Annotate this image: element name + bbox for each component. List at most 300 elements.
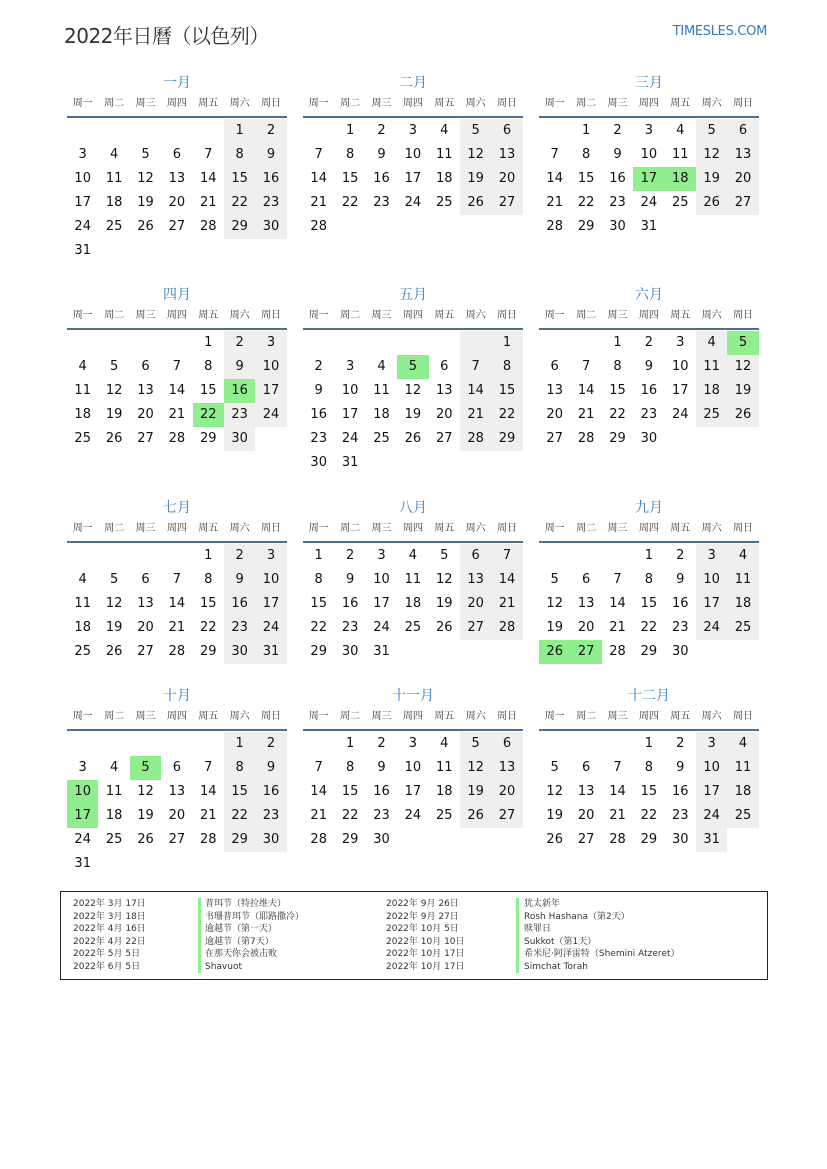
weekday-label: 周四	[638, 711, 659, 722]
weekday-label: 周四	[638, 523, 659, 534]
weekday-label: 周五	[198, 310, 219, 321]
weekday-label: 周三	[371, 310, 392, 321]
empty-cell	[130, 852, 161, 876]
day-cell: 4	[440, 736, 449, 751]
day-cell: 11	[435, 147, 453, 162]
empty-cell	[696, 215, 727, 239]
day-cell: 11	[74, 383, 91, 398]
page-title: 2022年日曆（以色列）	[64, 24, 269, 48]
day-cell: 18	[727, 592, 758, 616]
day-cell: 11	[404, 572, 422, 587]
day-cell: 22	[491, 403, 522, 427]
day-cell: 2	[314, 359, 323, 374]
weekday-label: 周六	[229, 523, 250, 534]
day-cell: 12	[460, 756, 491, 780]
empty-cell	[161, 852, 192, 876]
day-cell: 12	[696, 143, 727, 167]
empty-cell	[303, 732, 334, 756]
day-cell: 8	[613, 359, 622, 374]
day-cell: 30	[640, 431, 658, 446]
day-cell: 8	[224, 143, 255, 167]
day-cell: 16	[609, 171, 626, 186]
day-cell: 24	[341, 431, 359, 446]
day-cell: 17	[696, 780, 727, 804]
empty-cell	[602, 544, 633, 568]
day-cell: 24	[404, 808, 422, 823]
day-cell: 4	[727, 732, 758, 756]
weekday-label: 周六	[701, 711, 722, 722]
empty-cell	[397, 215, 428, 239]
empty-cell	[539, 331, 570, 355]
day-cell: 28	[168, 431, 186, 446]
day-cell: 21	[168, 407, 186, 422]
day-cell: 27	[435, 431, 453, 446]
weekday-label: 周二	[340, 523, 361, 534]
day-cell: 31	[74, 856, 91, 871]
day-cell: 15	[341, 784, 359, 799]
day-grid	[303, 331, 523, 475]
empty-cell	[255, 239, 286, 263]
day-cell: 24	[696, 616, 727, 640]
weekday-label: 周日	[733, 98, 754, 109]
day-cell: 10	[67, 780, 98, 804]
holiday-name: 普珥节（特拉维夫）	[205, 899, 287, 909]
day-cell: 12	[137, 171, 154, 186]
day-cell: 29	[640, 644, 658, 659]
day-cell: 16	[373, 171, 390, 186]
day-cell: 24	[373, 620, 390, 635]
day-cell: 5	[550, 572, 559, 587]
day-cell: 10	[404, 760, 422, 775]
day-cell: 18	[105, 195, 123, 210]
day-cell: 13	[460, 568, 491, 592]
weekday-label: 周六	[701, 523, 722, 534]
day-cell: 19	[404, 407, 422, 422]
day-cell: 21	[310, 195, 327, 210]
weekday-label: 周六	[229, 310, 250, 321]
day-cell: 6	[460, 544, 491, 568]
day-cell: 4	[696, 331, 727, 355]
day-cell: 15	[640, 596, 658, 611]
day-cell: 12	[105, 383, 123, 398]
day-grid	[67, 732, 287, 876]
weekday-label: 周一	[72, 310, 93, 321]
day-cell: 11	[727, 756, 758, 780]
day-cell: 21	[609, 620, 626, 635]
weekday-label: 周一	[72, 711, 93, 722]
empty-cell	[491, 215, 522, 239]
day-cell: 1	[345, 736, 355, 751]
holiday-name: 逾越节（第7天）	[205, 936, 274, 947]
weekday-label: 周二	[340, 711, 361, 722]
weekday-label: 周三	[135, 711, 156, 722]
empty-cell	[193, 119, 224, 143]
empty-cell	[67, 544, 98, 568]
weekday-label: 周二	[104, 711, 125, 722]
day-cell: 7	[314, 147, 323, 162]
day-cell: 1	[644, 736, 653, 751]
empty-cell	[193, 732, 224, 756]
empty-cell	[665, 427, 696, 451]
day-cell: 18	[74, 407, 91, 422]
day-cell: 10	[255, 355, 286, 379]
day-cell: 25	[435, 195, 453, 210]
month-2	[303, 72, 523, 239]
day-cell: 30	[609, 219, 626, 234]
day-cell: 29	[491, 427, 522, 451]
empty-cell	[193, 239, 224, 263]
day-cell: 16	[224, 592, 255, 616]
weekday-label: 周四	[166, 711, 187, 722]
day-cell: 29	[577, 219, 595, 234]
day-cell: 13	[727, 143, 758, 167]
day-cell: 23	[373, 195, 390, 210]
day-cell: 1	[581, 123, 591, 138]
day-cell: 13	[137, 596, 154, 611]
weekday-label: 周三	[371, 98, 392, 109]
empty-cell	[67, 331, 98, 355]
day-cell: 15	[199, 596, 217, 611]
day-cell: 18	[435, 784, 453, 799]
day-cell: 8	[204, 359, 213, 374]
holiday-date: 2022年 4月 22日	[73, 936, 146, 947]
day-cell: 10	[341, 383, 359, 398]
weekday-label: 周日	[261, 310, 282, 321]
weekday-label: 周一	[72, 523, 93, 534]
day-cell: 2	[676, 548, 685, 563]
day-cell: 27	[727, 191, 758, 215]
day-cell: 10	[373, 572, 390, 587]
empty-cell	[366, 215, 397, 239]
empty-cell	[539, 732, 570, 756]
day-cell: 13	[137, 383, 154, 398]
empty-cell	[98, 239, 129, 263]
empty-cell	[303, 331, 334, 355]
day-cell: 5	[109, 572, 119, 587]
day-cell: 25	[105, 219, 123, 234]
day-cell: 30	[224, 427, 255, 451]
day-cell: 17	[255, 592, 286, 616]
empty-cell	[193, 852, 224, 876]
day-cell: 30	[224, 640, 255, 664]
weekday-label: 周日	[733, 711, 754, 722]
weekday-label: 周六	[465, 310, 486, 321]
day-cell: 19	[137, 195, 154, 210]
weekday-label: 周三	[607, 711, 628, 722]
month-name: 八月	[399, 500, 427, 516]
day-cell: 19	[460, 167, 491, 191]
day-cell: 18	[404, 596, 422, 611]
day-cell: 11	[105, 171, 123, 186]
holiday-date: 2022年 9月 27日	[386, 911, 459, 922]
day-cell: 22	[341, 195, 359, 210]
day-cell: 28	[546, 219, 563, 234]
day-cell: 2	[613, 123, 622, 138]
day-cell: 3	[255, 331, 286, 355]
day-cell: 18	[435, 171, 453, 186]
month-name: 四月	[163, 287, 191, 303]
month-name: 七月	[163, 500, 191, 516]
weekday-label: 周三	[135, 310, 156, 321]
holiday-marker-left	[198, 898, 201, 973]
day-cell: 10	[671, 359, 689, 374]
day-cell: 27	[577, 832, 595, 847]
holiday-name: Shavuot	[205, 961, 242, 972]
day-grid	[539, 331, 759, 451]
weekday-label: 周五	[434, 98, 455, 109]
day-cell: 7	[460, 355, 491, 379]
weekday-header	[303, 707, 523, 731]
day-cell: 21	[491, 592, 522, 616]
weekday-label: 周日	[497, 310, 518, 321]
day-cell: 19	[137, 808, 154, 823]
day-cell: 22	[193, 403, 224, 427]
month-5	[303, 284, 523, 475]
weekday-label: 周二	[576, 523, 597, 534]
weekday-label: 周四	[402, 523, 423, 534]
weekday-label: 周三	[371, 711, 392, 722]
day-cell: 12	[546, 596, 563, 611]
day-cell: 22	[199, 620, 217, 635]
day-cell: 19	[435, 596, 453, 611]
day-cell: 25	[727, 804, 758, 828]
day-cell: 1	[613, 335, 622, 350]
day-cell: 5	[141, 147, 150, 162]
day-cell: 15	[310, 596, 327, 611]
day-cell: 24	[74, 832, 91, 847]
day-cell: 9	[345, 572, 355, 587]
weekday-label: 周日	[733, 310, 754, 321]
day-cell: 28	[609, 644, 626, 659]
day-cell: 16	[255, 167, 286, 191]
weekday-label: 周三	[607, 310, 628, 321]
empty-cell	[602, 732, 633, 756]
weekday-label: 周一	[544, 523, 565, 534]
day-cell: 15	[577, 171, 595, 186]
empty-cell	[727, 640, 758, 664]
day-cell: 9	[314, 383, 323, 398]
holiday-date: 2022年 6月 5日	[73, 961, 141, 972]
day-cell: 18	[696, 379, 727, 403]
day-cell: 3	[408, 123, 417, 138]
brand-link[interactable]: TIMESLES.COM	[672, 24, 767, 39]
day-cell: 11	[105, 784, 123, 799]
weekday-header	[67, 519, 287, 543]
weekday-label: 周日	[261, 523, 282, 534]
empty-cell	[130, 239, 161, 263]
day-cell: 9	[377, 760, 386, 775]
day-cell: 17	[67, 804, 98, 828]
weekday-label: 周二	[340, 98, 361, 109]
empty-cell	[727, 427, 758, 451]
month-9	[539, 497, 759, 664]
day-cell: 6	[440, 359, 449, 374]
empty-cell	[696, 640, 727, 664]
day-cell: 17	[404, 171, 422, 186]
empty-cell	[460, 828, 491, 852]
day-cell: 7	[204, 760, 213, 775]
day-cell: 7	[550, 147, 559, 162]
day-cell: 25	[74, 644, 91, 659]
day-cell: 7	[613, 572, 622, 587]
day-cell: 26	[435, 620, 453, 635]
empty-cell	[397, 451, 428, 475]
day-cell: 9	[644, 359, 653, 374]
month-name: 九月	[635, 500, 663, 516]
day-cell: 8	[204, 572, 213, 587]
day-cell: 6	[581, 760, 591, 775]
day-cell: 31	[696, 828, 727, 852]
holiday-list	[60, 891, 768, 980]
day-cell: 7	[613, 760, 622, 775]
empty-cell	[397, 828, 428, 852]
day-cell: 21	[546, 195, 563, 210]
day-cell: 3	[676, 335, 685, 350]
day-cell: 1	[644, 548, 653, 563]
day-cell: 14	[491, 568, 522, 592]
day-cell: 10	[255, 568, 286, 592]
day-cell: 13	[435, 383, 453, 398]
day-cell: 14	[199, 784, 217, 799]
empty-cell	[366, 331, 397, 355]
day-cell: 26	[404, 431, 422, 446]
weekday-label: 周日	[733, 523, 754, 534]
weekday-label: 周三	[135, 98, 156, 109]
day-cell: 12	[137, 784, 154, 799]
month-4	[67, 284, 287, 451]
day-grid	[303, 544, 523, 664]
day-cell: 3	[696, 732, 727, 756]
day-cell: 16	[373, 784, 390, 799]
day-cell: 17	[696, 592, 727, 616]
weekday-label: 周四	[638, 310, 659, 321]
empty-cell	[460, 215, 491, 239]
day-cell: 22	[609, 407, 626, 422]
day-cell: 9	[377, 147, 386, 162]
day-cell: 1	[204, 548, 213, 563]
day-cell: 1	[491, 331, 522, 355]
day-grid	[539, 732, 759, 852]
day-cell: 23	[671, 620, 689, 635]
empty-cell	[130, 732, 161, 756]
holiday-dates-left	[73, 898, 146, 974]
day-cell: 3	[644, 123, 653, 138]
day-cell: 29	[199, 644, 217, 659]
day-cell: 7	[204, 147, 213, 162]
day-cell: 25	[727, 616, 758, 640]
day-cell: 15	[341, 171, 359, 186]
day-cell: 9	[613, 147, 622, 162]
weekday-label: 周一	[308, 98, 329, 109]
weekday-label: 周三	[607, 98, 628, 109]
weekday-header	[539, 94, 759, 118]
day-cell: 26	[137, 832, 154, 847]
day-cell: 8	[224, 756, 255, 780]
day-grid	[539, 544, 759, 664]
day-cell: 28	[491, 616, 522, 640]
day-cell: 29	[640, 832, 658, 847]
empty-cell	[224, 239, 255, 263]
day-cell: 17	[404, 784, 422, 799]
day-cell: 6	[550, 359, 559, 374]
holiday-name: 赎罪日	[524, 924, 552, 935]
weekday-label: 周二	[576, 98, 597, 109]
day-cell: 3	[377, 548, 386, 563]
day-cell: 20	[577, 808, 595, 823]
empty-cell	[98, 331, 129, 355]
day-cell: 5	[130, 756, 161, 780]
day-cell: 14	[546, 171, 563, 186]
day-cell: 4	[109, 147, 119, 162]
day-cell: 21	[577, 407, 595, 422]
weekday-label: 周五	[670, 523, 691, 534]
weekday-label: 周六	[465, 98, 486, 109]
day-cell: 23	[224, 403, 255, 427]
weekday-label: 周二	[104, 523, 125, 534]
weekday-label: 周四	[402, 711, 423, 722]
day-cell: 18	[105, 808, 123, 823]
weekday-header	[539, 306, 759, 330]
day-cell: 24	[671, 407, 689, 422]
day-cell: 6	[491, 732, 522, 756]
day-cell: 21	[168, 620, 186, 635]
day-cell: 30	[255, 828, 286, 852]
weekday-label: 周一	[308, 310, 329, 321]
month-name: 一月	[163, 75, 191, 91]
day-cell: 9	[224, 568, 255, 592]
day-cell: 1	[345, 123, 355, 138]
day-cell: 11	[727, 568, 758, 592]
day-cell: 23	[255, 191, 286, 215]
empty-cell	[397, 331, 428, 355]
day-cell: 26	[105, 431, 123, 446]
day-cell: 20	[168, 808, 186, 823]
day-cell: 8	[644, 760, 653, 775]
weekday-header	[303, 306, 523, 330]
empty-cell	[429, 451, 460, 475]
day-cell: 23	[255, 804, 286, 828]
day-cell: 25	[696, 403, 727, 427]
day-cell: 22	[310, 620, 327, 635]
day-cell: 5	[460, 732, 491, 756]
day-cell: 20	[460, 592, 491, 616]
day-cell: 12	[404, 383, 422, 398]
day-cell: 2	[377, 123, 386, 138]
day-cell: 30	[671, 832, 689, 847]
day-cell: 26	[546, 832, 563, 847]
day-cell: 20	[546, 407, 563, 422]
day-cell: 21	[460, 403, 491, 427]
day-cell: 8	[345, 147, 355, 162]
empty-cell	[429, 640, 460, 664]
day-cell: 23	[224, 616, 255, 640]
day-cell: 14	[609, 784, 626, 799]
holiday-date: 2022年 9月 26日	[386, 899, 459, 909]
weekday-label: 周一	[544, 98, 565, 109]
day-cell: 26	[460, 804, 491, 828]
weekday-label: 周六	[229, 711, 250, 722]
day-cell: 24	[255, 616, 286, 640]
day-cell: 5	[696, 119, 727, 143]
weekday-header	[67, 94, 287, 118]
day-cell: 21	[310, 808, 327, 823]
day-cell: 26	[539, 640, 570, 664]
day-cell: 30	[255, 215, 286, 239]
day-cell: 6	[172, 147, 181, 162]
day-cell: 27	[570, 640, 601, 664]
day-cell: 18	[74, 620, 91, 635]
day-cell: 20	[577, 620, 595, 635]
